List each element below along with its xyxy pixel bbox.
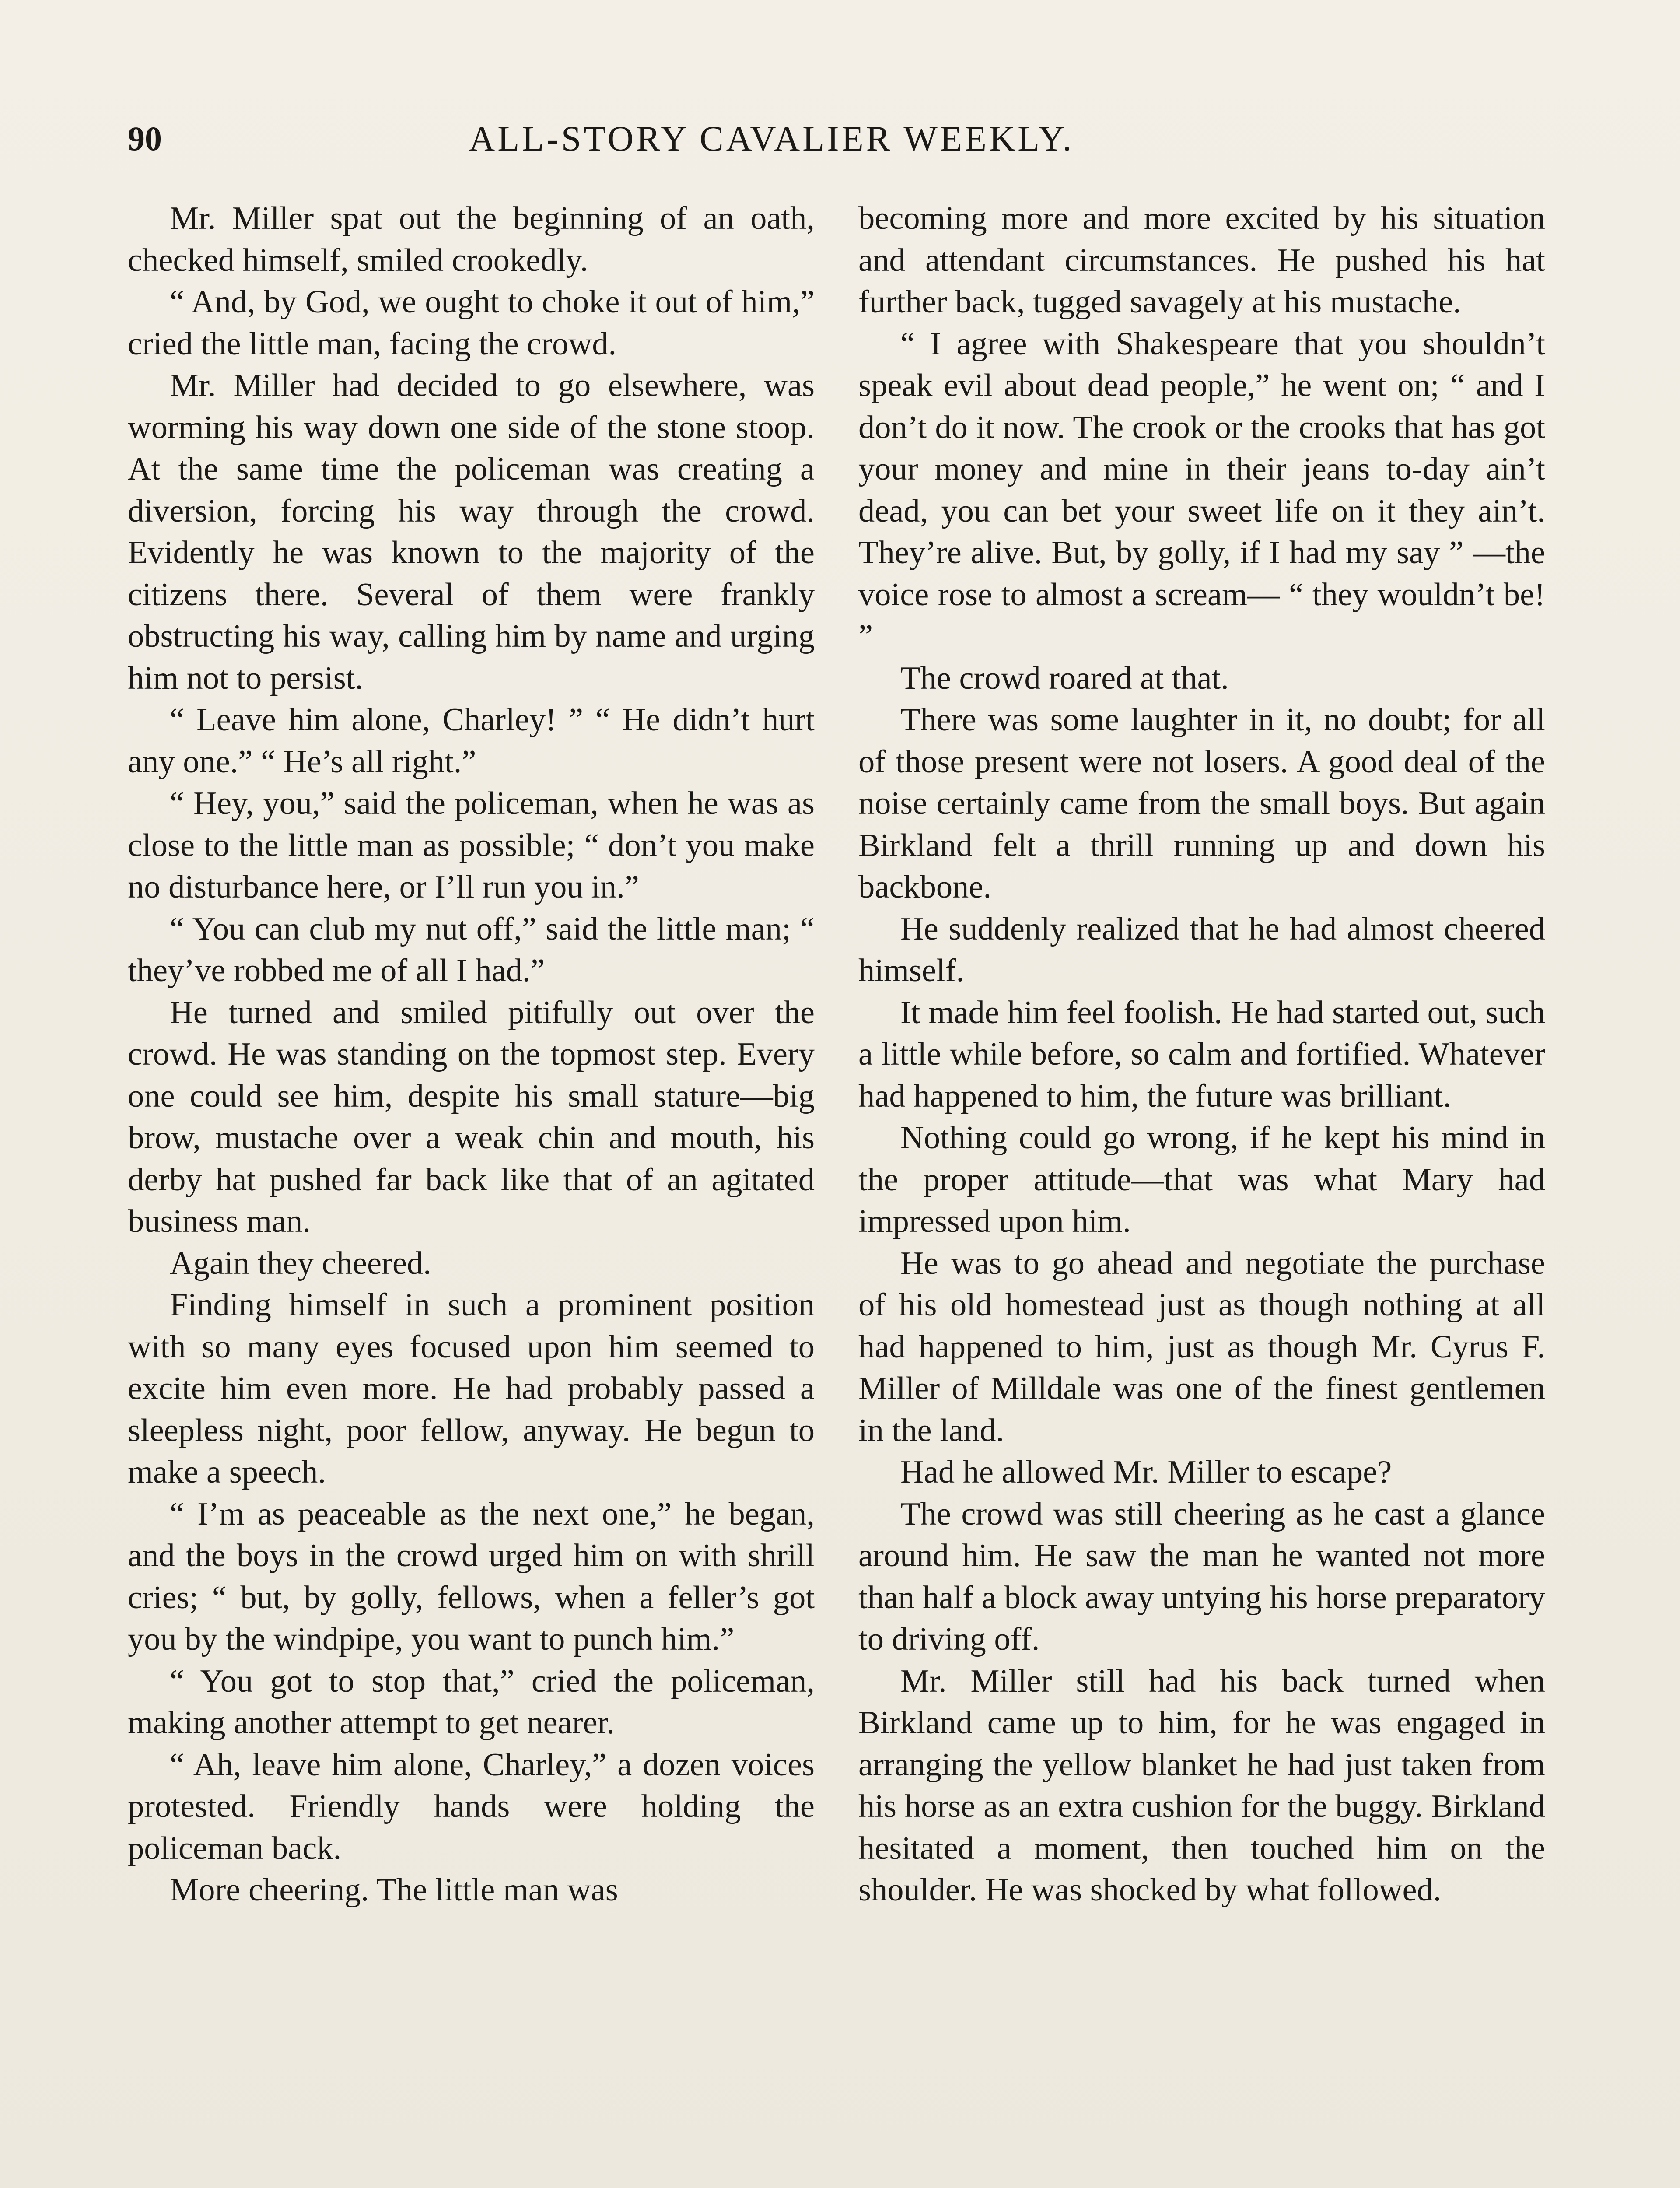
paragraph: “ You can club my nut off,” said the little man; “ they’ve robbed me of all I had.” bbox=[128, 911, 815, 989]
paragraph: “ Hey, you,” said the policeman, when he was as close to the little man as possible; “ don’t you make no disturbance here, or I’ll run you in.” bbox=[128, 785, 815, 905]
page-header bbox=[128, 115, 1554, 163]
paragraph: “ Leave him alone, Charley! ” “ He didn’t hurt any one.” “ He’s all right.” bbox=[128, 702, 815, 780]
paragraph: “ You got to stop that,” cried the policeman, making another attempt to get nearer. bbox=[128, 1663, 815, 1741]
paragraph: More cheering. The little man was bbox=[170, 1872, 618, 1908]
paragraph: He was to go ahead and negotiate the purchase of his old homestead just as though nothing at all had happened to him, just as though Mr. Cyrus F. Miller of Milldale was one of the finest gentlemen in the land. bbox=[858, 1245, 1545, 1448]
paragraph: Finding himself in such a prominent position with so many eyes focused upon him seemed to excite him even more. He had probably passed a sleepless night, poor fellow, anyway. He begun to make a speech. bbox=[128, 1287, 815, 1490]
paragraph-continued: becoming more and more excited by his situation and attendant circumstances. He pushed his hat further back, tugged savagely at his mustache. bbox=[858, 200, 1545, 320]
paragraph: Mr. Miller had decided to go elsewhere, was worming his way down one side of the stone stoop. At the same time the policeman was creating a diversion, forcing his way through the crowd. Evidently he was known to the majority of the citizens there. Several of them were frankly obstructing his way, calling him by name and urging him not to persist. bbox=[128, 368, 815, 696]
paragraph: There was some laughter in it, no doubt; for all of those present were not losers. A good deal of the noise certainly came from the small boys. But again Birkland felt a thrill running up and down his backbone. bbox=[858, 702, 1545, 905]
page-number: 90 bbox=[128, 119, 162, 158]
paragraph: Mr. Miller still had his back turned when Birkland came up to him, for he was engaged in arranging the yellow blanket he had just taken from his horse as an extra cushion for the buggy. Birkland hesitated a moment, then touched him on the shoulder. He was shocked by what followed. bbox=[858, 1663, 1545, 1908]
paragraph: Mr. Miller spat out the beginning of an oath, checked himself, smiled crookedly. bbox=[128, 200, 815, 278]
right-column bbox=[858, 198, 1545, 1911]
paragraph: “ I agree with Shakespeare that you shouldn’t speak evil about dead people,” he went on; “ and I don’t do it now. The crook or the crooks that has got your money and mine in their jeans to-day ain’t dead, you can bet your sweet life on it they ain’t. They’re alive. But, by golly, if I had my say ” —the voice rose to almost a scream— “ they wouldn’t be! ” bbox=[858, 326, 1545, 654]
paragraph: Had he allowed Mr. Miller to escape? bbox=[900, 1454, 1392, 1490]
paragraph: The crowd was still cheering as he cast a glance around him. He saw the man he wanted not more than half a block away untying his horse preparatory to driving off. bbox=[858, 1496, 1545, 1657]
paragraph: He turned and smiled pitifully out over the crowd. He was standing on the topmost step. Every one could see him, despite his small stature—big brow, mustache over a weak chin and mouth, his derby hat pushed far back like that of an agitated business man. bbox=[128, 994, 815, 1239]
paragraph: He suddenly realized that he had almost cheered himself. bbox=[858, 911, 1545, 989]
left-column bbox=[128, 198, 815, 1911]
paragraph: “ And, by God, we ought to choke it out of him,” cried the little man, facing the crowd. bbox=[128, 284, 815, 362]
running-title: ALL-STORY CAVALIER WEEKLY. bbox=[469, 119, 1074, 158]
paragraph: Again they cheered. bbox=[170, 1245, 431, 1281]
paragraph: “ I’m as peaceable as the next one,” he began, and the boys in the crowd urged him on with shrill cries; “ but, by golly, fellows, when a feller’s got you by the windpipe, you want to punch him.” bbox=[128, 1496, 815, 1657]
paragraph: Nothing could go wrong, if he kept his mind in the proper attitude—that was what Mary had impressed upon him. bbox=[858, 1120, 1545, 1239]
paragraph: “ Ah, leave him alone, Charley,” a dozen voices protested. Friendly hands were holding the policeman back. bbox=[128, 1746, 815, 1866]
paragraph: The crowd roared at that. bbox=[900, 660, 1229, 696]
paragraph: It made him feel foolish. He had started out, such a little while before, so calm and fortified. Whatever had happened to him, the future was brilliant. bbox=[858, 994, 1545, 1114]
